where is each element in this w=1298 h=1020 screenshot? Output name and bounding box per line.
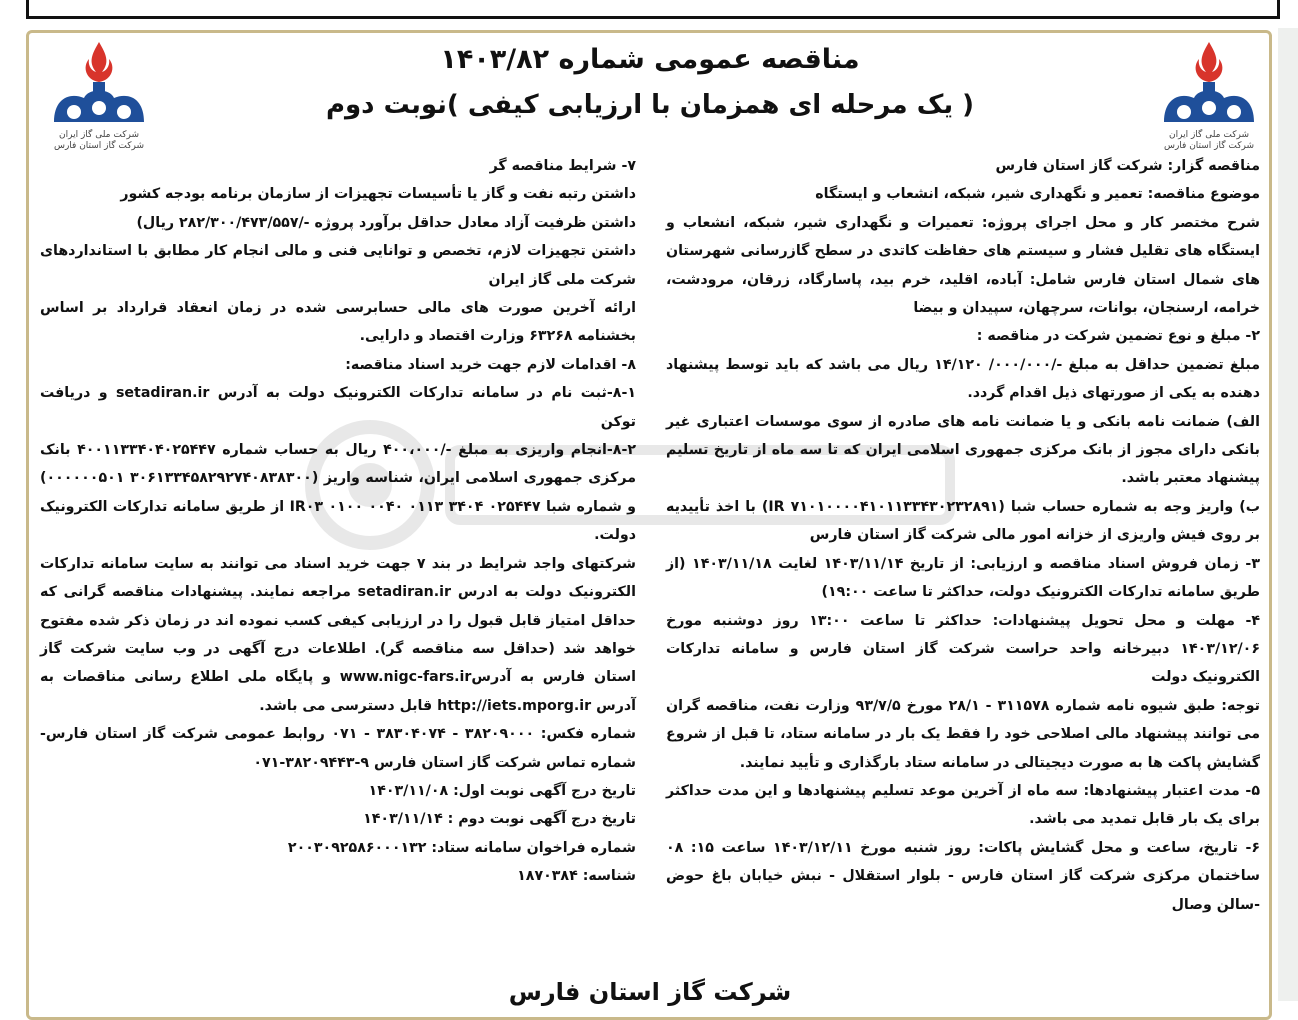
tender-paragraph: ۶- تاریخ، ساعت و محل گشایش پاکات: روز شنبه مورخ ۱۴۰۳/۱۲/۱۱ ساعت ۱۵: ۰۸ ساختمان مرکزی شرکت گاز استان فارس - بلوار استقلال - نبش خیابان باغ حوض -سالن وصال (666, 839, 1261, 913)
tender-paragraph: شرکتهای واجد شرایط در بند ۷ جهت خرید اسناد می توانند به سایت سامانه تدارکات الکترونیک دولت به ادرس setadiran.ir مراجعه نمایند. پیشنهادات مناقصه گرانی که حداقل امتیاز قابل قبول را در ارزیابی کیفی کسب نموده اند در زمان ذکر شده مفتوح خواهد شد (حداقل سه مناقصه گر). اطلاعات درج آگهی در وب سایت شرکت گاز استان فارس به آدرسwww.nigc-fars.ir و پایگاه ملی اطلاع رسانی مناقصات به آدرس http://iets.mporg.ir قابل دسترسی می باشد. (40, 555, 637, 714)
tender-title: مناقصه عمومی شماره ۱۴۰۳/۸۲ (440, 44, 860, 75)
logo-caption-2: شرکت گاز استان فارس (53, 141, 145, 151)
tender-paragraph: ۸-۲-انجام واریزی به مبلغ -/۴۰۰،۰۰۰ ریال به حساب شماره ۴۰۰۱۱۳۳۴۰۴۰۲۵۴۴۷ بانک مرکزی جمهوری اسلامی ایران، شناسه واریز (۳۰۶۱۳۳۴۵۸۲۹۲۷۴۰۸۳۸۳۰۰ ۰۰۰۰۰۰۵۰۱) و شماره شبا IR۰۳ ۰۱۰۰ ۰۰۴۰ ۰۱۱۳ ۳۴۰۴ ۰۲۵۴۴۷ از طریق سامانه تدارکات الکترونیک دولت. (40, 442, 637, 544)
tender-paragraph: ۷- شرایط مناقصه گر (489, 158, 636, 174)
tender-paragraph: ۸-۱-ثبت نام در سامانه تدارکات الکترونیک دولت به آدرس setadiran.ir و دریافت توکن (40, 385, 636, 430)
nigc-flame-logo-icon (44, 38, 154, 130)
tender-paragraph: تاریخ درج آگهی نوبت اول: ۱۴۰۳/۱۱/۰۸ (368, 782, 636, 799)
tender-paragraph: ارائه آخرین صورت های مالی حسابرسی شده در زمان انعقاد قرارداد بر اساس بخشنامه ۶۳۲۶۸ وزارت اقتصاد و دارایی. (40, 300, 636, 345)
tender-paragraph: داشتن رتبه نفت و گاز یا تأسیسات تجهیزات از سازمان برنامه بودجه کشور (120, 186, 636, 203)
tender-paragraph: توجه: طبق شیوه نامه شماره ۳۱۱۵۷۸ - ۲۸/۱ مورخ ۹۳/۷/۵ وزارت نفت، مناقصه گران می توانند پیشنهاد مالی اصلاحی خود را فقط یک بار در سامانه ستاد، تا قبل از شروع گشایش پاکت ها به صورت دیجیتالی در سامانه ستاد بارگذاری و تأیید نمایند. (666, 697, 1260, 771)
nigc-flame-logo-icon (1154, 38, 1264, 130)
tender-paragraph: ۳- زمان فروش اسناد مناقصه و ارزیابی: از تاریخ ۱۴۰۳/۱۱/۱۴ لغایت ۱۴۰۳/۱۱/۱۸ (از طریق سامانه تدارکات الکترونیک دولت، حداکثر تا ساعت ۱۹:۰۰) (666, 555, 1260, 601)
tender-paragraph: ۴- مهلت و محل تحویل پیشنهادات: حداکثر تا ساعت ۱۳:۰۰ روز دوشنبه مورخ ۱۴۰۳/۱۲/۰۶ دبیرخانه واحد حراست شرکت گاز استان فارس و سامانه تدارکات الکترونیک دولت (666, 612, 1261, 686)
tender-paragraph: تاریخ درج آگهی نوبت دوم : ۱۴۰۳/۱۱/۱۴ (363, 811, 636, 828)
tender-paragraph: شرح مختصر کار و محل اجرای پروژه: تعمیرات و نگهداری شیر، شبکه، انشعاب و ایستگاه های تقلیل فشار و سیستم های حفاظت کاتدی در سطح گازرسانی شهرستان های شمال استان فارس شامل: آباده، اقلید، خرم بید، پاسارگاد، زرقان، مرودشت، خرامه، ارسنجان، بوانات، سرچهان، سپیدان و بیضا (666, 214, 1260, 317)
tender-details-right-column (666, 152, 1260, 919)
tender-paragraph: داشتن تجهیزات لازم، تخصص و توانایی فنی و مالی انجام کار مطابق با استانداردهای شرکت ملی گاز ایران (40, 243, 636, 288)
tender-paragraph: ۵- مدت اعتبار پیشنهادها: سه ماه از آخرین موعد تسلیم پیشنهادها و این مدت حداکثر برای یک بار قابل تمدید می باشد. (666, 782, 1260, 828)
tender-paragraph: داشتن ظرفیت آزاد معادل حداقل برآورد پروژه -/۲۸۲/۳۰۰/۴۷۳/۵۵۷ ریال) (136, 214, 636, 231)
tender-paragraph: مبلغ تضمین حداقل به مبلغ -/۰۰۰/۰۰۰/ ۱۴/۱۲۰ ریال می باشد که باید توسط پیشنهاد دهنده به یکی از صورتهای ذیل اقدام گردد. (666, 356, 1260, 402)
logo-caption-2: شرکت گاز استان فارس (1163, 141, 1255, 151)
logo-caption-1: شرکت ملی گاز ایران (1169, 130, 1249, 140)
tender-paragraph: الف) ضمانت نامه بانکی و یا ضمانت نامه های صادره از سوی موسسات اعتباری غیر بانکی دارای مجوز از بانک مرکزی جمهوری اسلامی ایران که تا سه ماه از تاریخ تسلیم پیشنهاد معتبر باشد. (666, 413, 1260, 487)
logo-caption-1: شرکت ملی گاز ایران (59, 130, 139, 140)
tender-paragraph: شماره فکس: ۳۸۲۰۹۰۰۰ - ۳۸۳۰۴۰۷۴ - ۰۷۱ روابط عمومی شرکت گاز استان فارس- شماره تماس شرکت گاز استان فارس ۹-۳۸۲۰۹۴۴۳-۰۷۱ (40, 726, 636, 771)
footer-company-name: شرکت گاز استان فارس (508, 978, 792, 1006)
top-border-box (26, 0, 1280, 19)
right-edge-strip (1278, 28, 1298, 1001)
tender-paragraph: ۲- مبلغ و نوع تضمین شرکت در مناقصه : (976, 328, 1260, 345)
tender-paragraph: شناسه: ۱۸۷۰۳۸۴ (517, 868, 636, 885)
tender-subtitle: ( یک مرحله ای همزمان با ارزیابی کیفی )نوبت دوم (325, 90, 975, 120)
tender-paragraph: ۸- اقدامات لازم جهت خرید اسناد مناقصه: (345, 356, 636, 373)
tender-paragraph: مناقصه گزار: شرکت گاز استان فارس (995, 158, 1260, 174)
nigc-logo-left (34, 38, 164, 158)
tender-paragraph: موضوع مناقصه: تعمیر و نگهداری شیر، شبکه، انشعاب و ایستگاه (815, 186, 1260, 203)
nigc-logo-right (1144, 38, 1274, 158)
tender-paragraph: شماره فراخوان سامانه ستاد: ۲۰۰۳۰۹۲۵۸۶۰۰۰۱۳۲ (287, 839, 636, 856)
tender-details-left-column (40, 152, 636, 891)
tender-paragraph: ب) واریز وجه به شماره حساب شبا (IR ۷۱۰۱۰۰۰۰۴۱۰۱۱۳۳۴۳۰۲۳۲۸۹۱) با اخذ تأییدیه بر روی فیش واریزی از خزانه امور مالی شرکت گاز استان فارس (666, 498, 1260, 544)
